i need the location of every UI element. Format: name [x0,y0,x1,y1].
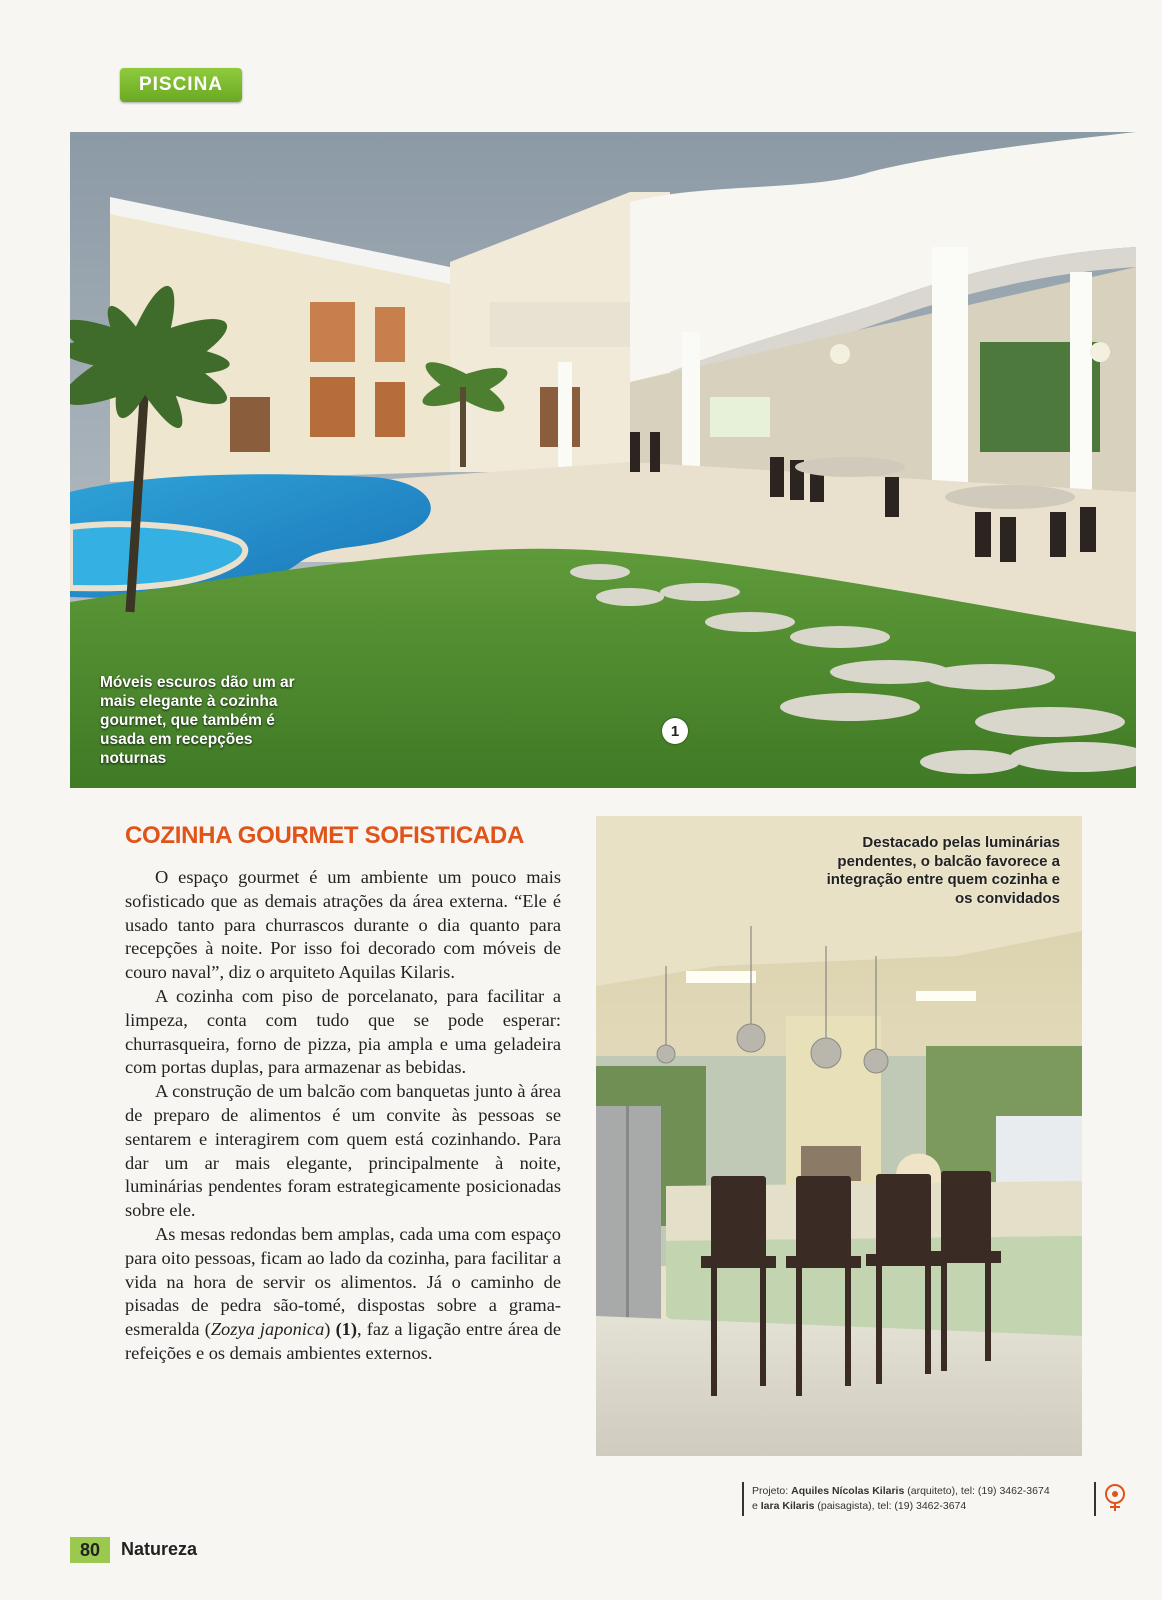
paragraph-text: As mesas redondas bem amplas, cada uma com espaço para oito pessoas, ficam ao lado da cozinha, para facilitar a vida na hora de servir os alimentos. Já o caminho de pisadas de pedra são-tomé, dispostas sobre a grama-esmeralda ( [125,1223,561,1340]
kitchen-illustration [596,816,1082,1456]
architect-name: Aquiles Nícolas Kilaris [791,1485,905,1497]
paragraph-text: , faz a ligação entre área de refeições e os demais ambientes externos. [125,1319,561,1363]
flower-logo-icon [1102,1482,1128,1512]
credits-text: e [752,1500,761,1512]
magazine-name: Natureza [121,1539,198,1559]
photo-main-caption: Móveis escuros dão um ar mais elegante à cozinha gourmet, que também é usada em recepções noturnas [100,674,295,767]
article-headline: COZINHA GOURMET SOFISTICADA [125,822,524,849]
credits-text: (paisagista), tel: (19) 3462-3674 [814,1500,967,1512]
photo-marker: 1 [662,718,688,744]
page-number: 80 [70,1537,110,1563]
article-paragraph-last [125,1223,561,1366]
article-paragraph: A construção de um balcão com banquetas junto à área de preparo de alimentos é um convite às pessoas se sentarem e interagirem com quem está cozinhando. Para dar um ar mais elegante, principalmente à noite, luminárias pendentes foram estrategicamente posicionadas sobre ele. [125,1081,561,1221]
article-body [125,866,561,1366]
species-name: Zozya japonica [210,1319,325,1340]
article-paragraph: O espaço gourmet é um ambiente um pouco mais sofisticado que as demais atrações da área externa. “Ele é usado tanto para churrascos durante o dia quanto para recepções à noite. Por isso foi decorado com móveis de couro naval”, diz o arquiteto Aquilas Kilaris. [125,867,561,983]
photo-reference: (1) [335,1319,358,1340]
photo-kitchen-caption: Destacado pelas luminárias pendentes, o balcão favorece a integração entre quem cozinha e os convidados [826,834,1060,907]
landscaper-name: Iara Kilaris [760,1500,815,1512]
credits-text: (arquiteto), tel: (19) 3462-3674 [904,1485,1050,1497]
project-credits [742,1482,1096,1516]
credits-line-2 [752,1499,1086,1514]
section-tag: PISCINA [120,68,242,102]
kitchen-photo [596,816,1082,1456]
credits-line-1 [752,1484,1086,1499]
pool-house-photo [70,132,1136,788]
credits-text: Projeto: [752,1485,792,1497]
paragraph-text: ) [324,1319,336,1340]
article-paragraph: A cozinha com piso de porcelanato, para facilitar a limpeza, conta com tudo que se pode esperar: churrasqueira, forno de pizza, pia ampla e uma geladeira com portas duplas, para armazenar as bebidas. [125,985,561,1078]
